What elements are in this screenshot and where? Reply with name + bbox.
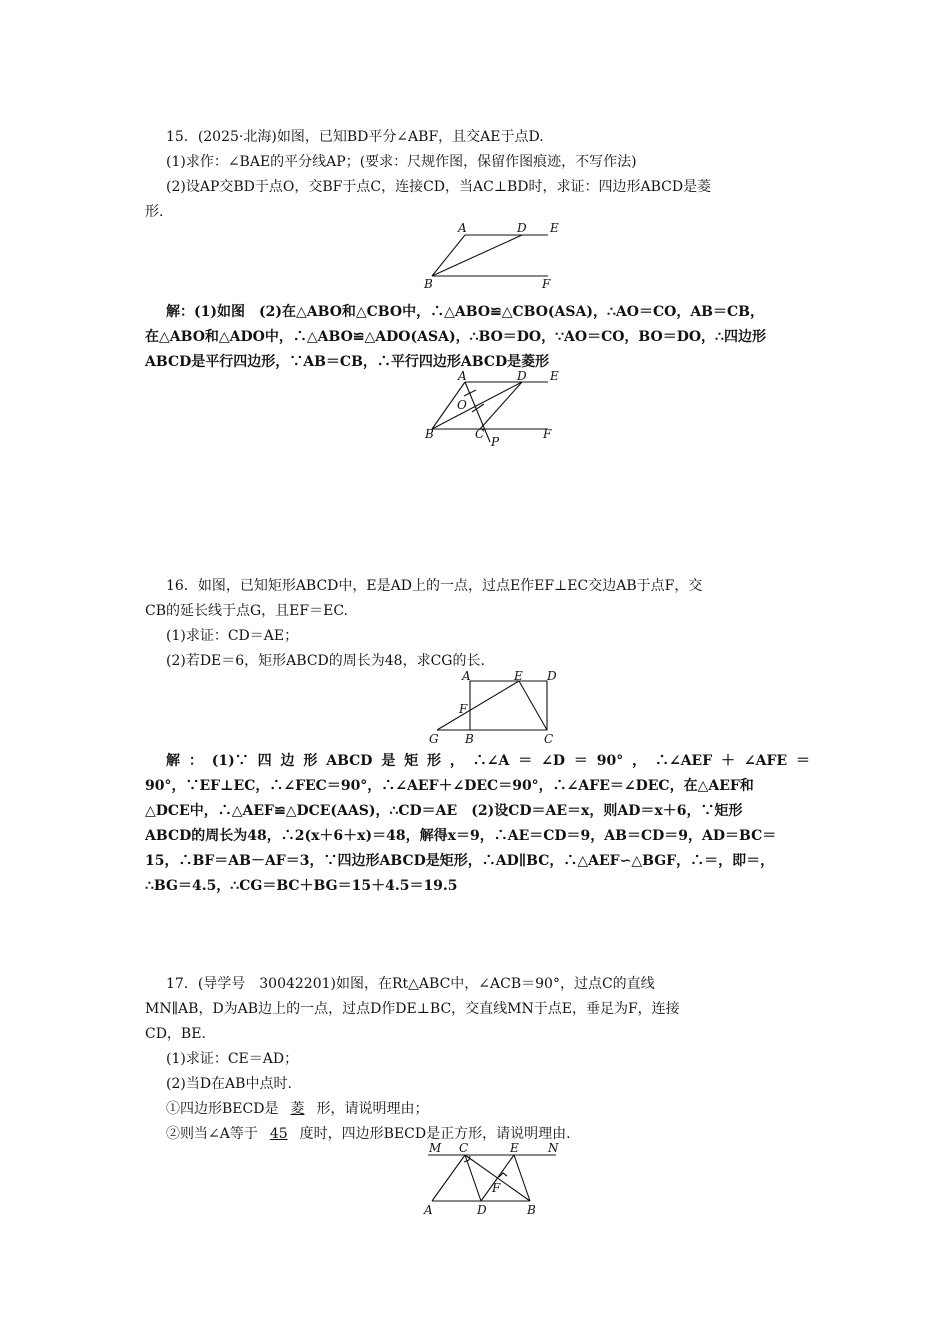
label-A: A — [458, 221, 467, 235]
p15-line-3: (2)设AP交BD于点O，交BF于点C，连接CD，当AC⊥BD时，求证：四边形ABCD是菱 — [166, 179, 712, 195]
label-F: F — [542, 277, 551, 291]
p17-q1-answer: 菱 — [290, 1101, 305, 1117]
p16-line-4: (2)若DE＝6，矩形ABCD的周长为48，求CG的长. — [166, 653, 485, 669]
p17-line-4: (1)求证：CE＝AD； — [166, 1051, 299, 1067]
p17-line-2: MN∥AB，D为AB边上的一点，过点D作DE⊥BC，交直线MN于点E，垂足为F，连接 — [145, 1001, 680, 1017]
p15-line-1: 15．(2025·北海)如图，已知BD平分∠ABF，且交AE于点D. — [166, 129, 544, 145]
p17-line-1: 17．(导学号 30042201)如图，在Rt△ABC中，∠ACB＝90°，过点C的直线 — [166, 976, 655, 992]
p16-solution-6: ∴BG＝4.5，∴CG＝BC＋BG＝15＋4.5＝19.5 — [145, 878, 458, 894]
label-C: C — [459, 1141, 469, 1155]
label-B: B — [527, 1203, 536, 1217]
label-N: N — [548, 1141, 559, 1155]
p17-line-3: CD，BE. — [145, 1026, 206, 1042]
label-A: A — [458, 369, 467, 383]
label-C: C — [475, 427, 485, 441]
line-AB — [432, 235, 465, 276]
line-CD — [480, 382, 522, 429]
p15-figure-1 — [420, 218, 570, 293]
label-M: M — [429, 1141, 442, 1155]
line-BD — [432, 235, 522, 276]
label-E: E — [514, 669, 523, 683]
p15-line-2: (1)求作：∠BAE的平分线AP；(要求：尺规作图，保留作图痕迹，不写作法) — [166, 154, 637, 170]
line-GE — [437, 681, 519, 730]
label-G: G — [429, 732, 439, 746]
p16-solution-1: 解：(1)∵四边形ABCD是矩形，∴∠A＝∠D＝90°，∴∠AEF＋∠AFE＝ — [166, 753, 810, 769]
p17-q2-answer: 45 — [269, 1126, 288, 1142]
p16-figure — [425, 667, 570, 749]
p16-line-1: 16．如图，已知矩形ABCD中，E是AD上的一点，过点E作EF⊥EC交边AB于点F，交 — [166, 578, 703, 594]
label-A: A — [424, 1203, 433, 1217]
line-EC — [519, 681, 547, 730]
label-E: E — [550, 369, 559, 383]
label-F: F — [459, 702, 468, 716]
p16-solution-5: 15，∴BF＝AB－AF＝3，∵四边形ABCD是矩形，∴AD∥BC，∴△AEF∽△BGF，∴＝，即＝， — [145, 853, 775, 869]
rect-ABCD — [470, 681, 547, 730]
p15-solution-2: 在△ABO和△ADO中，∴△ABO≌△ADO(ASA)，∴BO＝DO，∵AO＝CO，BO＝DO，∴四边形 — [145, 329, 766, 345]
line-BD — [432, 382, 522, 429]
p17-figure — [420, 1140, 570, 1220]
label-D: D — [517, 221, 527, 235]
p15-line-4: 形. — [145, 204, 164, 220]
p17-q2-text: ②则当∠A等于 — [166, 1126, 258, 1142]
p16-solution-4: ABCD的周长为48，∴2(x＋6＋x)＝48，解得x＝9，∴AE＝CD＝9，AB＝CD＝9，AD＝BC＝ — [145, 828, 777, 844]
p17-line-5: (2)当D在AB中点时. — [166, 1076, 292, 1092]
label-F: F — [492, 1181, 501, 1195]
p16-solution-3: △DCE中，∴△AEF≌△DCE(AAS)，∴CD＝AE (2)设CD＝AE＝x，则AD＝x＋6，∵矩形 — [145, 803, 743, 819]
label-D: D — [517, 369, 527, 383]
label-P: P — [491, 435, 500, 449]
line-CD — [465, 1155, 481, 1201]
line-AC — [432, 1155, 465, 1201]
label-B: B — [424, 277, 433, 291]
p15-figure-2 — [420, 368, 570, 453]
p17-q1-tail: 形，请说明理由； — [316, 1101, 429, 1117]
line-EB — [514, 1155, 530, 1201]
label-D: D — [547, 669, 557, 683]
label-B: B — [425, 427, 434, 441]
label-B: B — [465, 732, 474, 746]
label-C: C — [544, 732, 554, 746]
p15-solution-3: ABCD是平行四边形，∵AB＝CB，∴平行四边形ABCD是菱形 — [145, 354, 550, 370]
label-E: E — [550, 221, 559, 235]
label-F: F — [543, 427, 552, 441]
label-D: D — [477, 1203, 487, 1217]
p16-line-3: (1)求证：CD＝AE； — [166, 628, 299, 644]
p17-line-6 — [166, 1097, 810, 1121]
p16-line-2: CB的延长线于点G，且EF＝EC. — [145, 603, 348, 619]
label-E: E — [510, 1141, 519, 1155]
p17-q2-tail: 度时，四边形BECD是正方形，请说明理由. — [299, 1126, 571, 1142]
p17-q1-text: ①四边形BECD是 — [166, 1101, 279, 1117]
label-O: O — [457, 398, 467, 412]
label-A: A — [462, 669, 471, 683]
p15-solution-1: 解：(1)如图 (2)在△ABO和△CBO中，∴△ABO≌△CBO(ASA)，∴AO＝CO，AB＝CB， — [166, 304, 764, 320]
p16-solution-2: 90°，∵EF⊥EC，∴∠FEC＝90°，∴∠AEF＋∠DEC＝90°，∴∠AFE＝∠DEC，在△AEF和 — [145, 778, 754, 794]
